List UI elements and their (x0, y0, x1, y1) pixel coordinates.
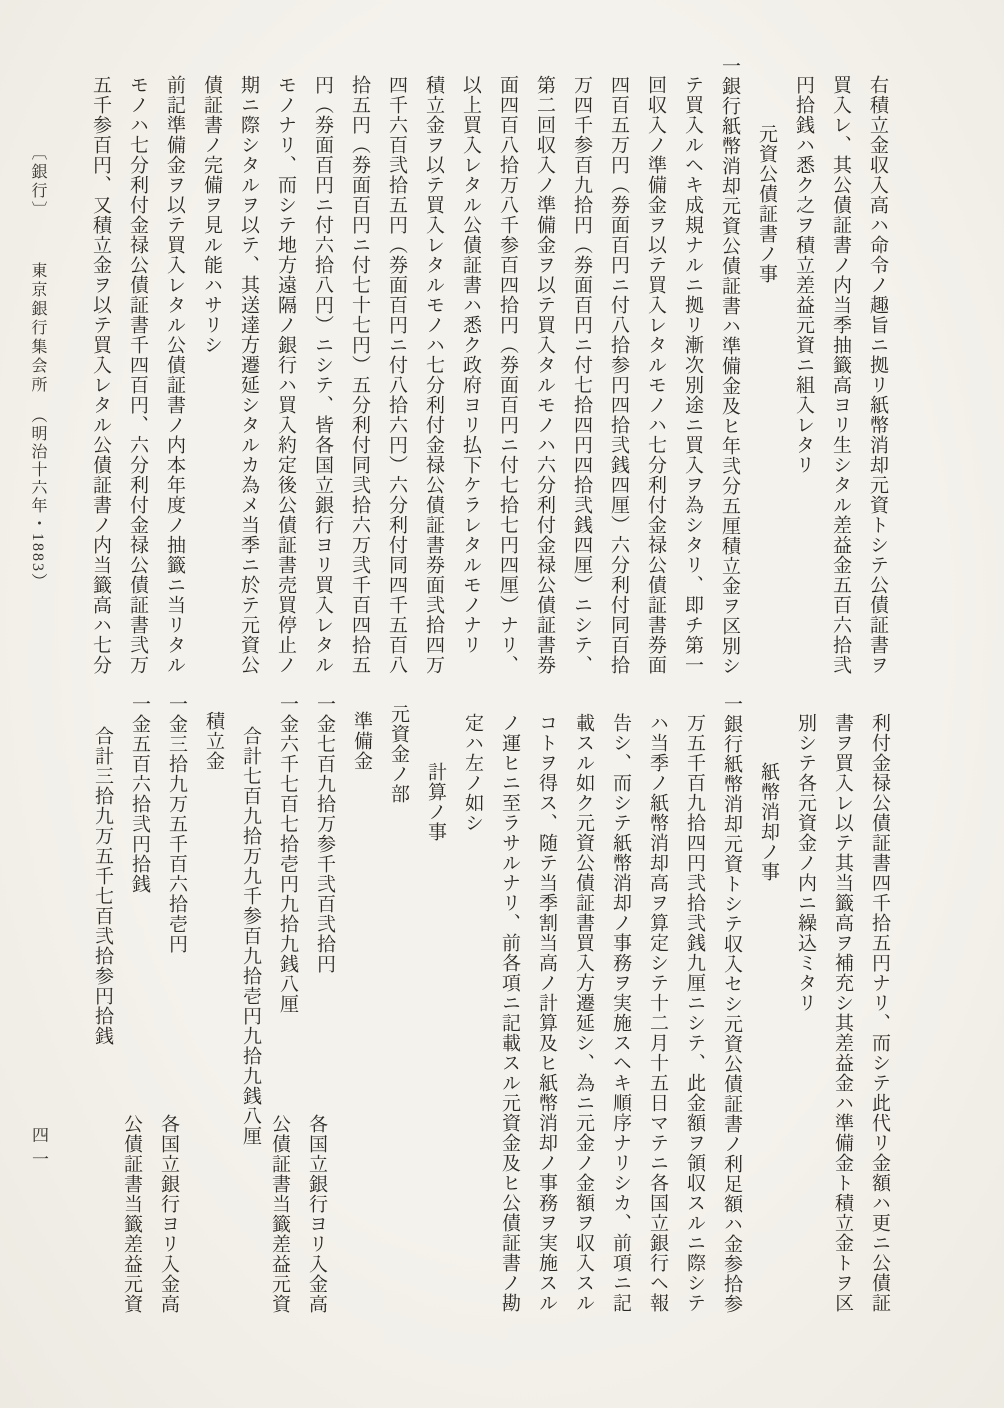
entry-amount: 一金三拾九万五千百六拾壱円 (166, 694, 187, 954)
text-column: 書ヲ買入レ以テ其当籤高ヲ補充シ其差益金ハ準備金ト積立金トヲ区 (832, 713, 853, 1313)
subsection-heading: 準備金 (351, 711, 372, 772)
section-heading: 元資公債証書ノ事 (756, 124, 777, 285)
text-column: 万五千百九拾四円弐拾弐銭九厘ニシテ、此金額ヲ領収スルニ際シテ (684, 713, 705, 1313)
text-column: 定ハ左ノ如シ (462, 713, 483, 833)
text-column: 回収入ノ準備金ヲ以テ買入レタルモノハ七分利付金禄公債証書券面 (645, 75, 666, 675)
margin-caption-source: 東京銀行集会所 (29, 262, 46, 395)
entry-account-label: 各国立銀行ヨリ入金高 (306, 1114, 327, 1314)
text-column: 四千六百弐拾五円（券面百円ニ付八拾六円）六分利付同四千五百八 (386, 75, 407, 675)
entry-amount: 一金五百六拾弐円拾銭 (129, 694, 150, 894)
entry-account-label: 公債証書当籤差益元資 (121, 1114, 142, 1314)
text-column: 万四千参百九拾円（券面百円ニ付七拾四円四拾弐銭四厘）ニシテ、 (571, 75, 592, 675)
text-column: 告シ、而シテ紙幣消却ノ事務ヲ実施スヘキ順序ナリシカ、前項ニ記 (610, 713, 631, 1313)
list-item-column: 一銀行紙幣消却元資トシテ収入セシ元資公債証書ノ利足額ハ金参拾参 (721, 694, 742, 1314)
text-column: 面四百八拾万八千参百四拾円（券面百円ニ付七拾七円四厘）ナリ、 (497, 75, 518, 675)
text-column: コトヲ得ス、随テ当季割当高ノ計算及ヒ紙幣消却ノ事務ヲ実施スル (536, 713, 557, 1313)
text-column: テ買入ルヘキ成規ナルニ拠リ漸次別途ニ買入ヲ為シタリ、即チ第一 (682, 75, 703, 675)
text-column: モノハ七分利付金禄公債証書千四百円、六分利付金禄公債証書弐万 (127, 75, 148, 675)
text-column: モノナリ、而シテ地方遠隔ノ銀行ハ買入約定後公債証書売買停止ノ (275, 75, 296, 675)
margin-caption-category: 〔銀行〕 (29, 144, 46, 220)
text-column: 円（券面百円ニ付六拾八円）ニシテ、皆各国立銀行ヨリ買入レタル (312, 75, 333, 675)
text-column: 四百五万円（券面百円ニ付八拾参円四拾弐銭四厘）六分利付同百拾 (608, 75, 629, 675)
text-column: ハ当季ノ紙幣消却高ヲ算定シテ十二月十五日マテニ各国立銀行ヘ報 (647, 713, 668, 1313)
text-column: 拾五円（券面百円ニ付七十七円）五分利付同弐拾六万弐千百四拾五 (349, 75, 370, 675)
section-heading: 計算ノ事 (425, 762, 446, 843)
text-column: 以上買入レタル公債証書ハ悉ク政府ヨリ払下ケラレタルモノナリ (460, 75, 481, 655)
total-line: 合計三拾九万五千七百弐拾参円拾銭 (92, 726, 113, 1047)
entry-account-label: 各国立銀行ヨリ入金高 (158, 1114, 179, 1314)
text-column: 積立金ヲ以テ買入レタルモノハ七分利付金禄公債証書券面弐拾四万 (423, 75, 444, 675)
ledger-entry-column (306, 694, 343, 1314)
margin-caption (26, 144, 49, 591)
text-column: 載スル如ク元資公債証書買入方遷延シ、為ニ元金ノ金額ヲ収入スル (573, 713, 594, 1313)
top-text-block (82, 56, 896, 680)
list-item-column: 一銀行紙幣消却元資公債証書ハ準備金及ヒ年弐分五厘積立金ヲ区別シ (719, 56, 740, 676)
group-heading: 元資金ノ部 (388, 703, 409, 804)
ledger-entry-column (158, 694, 195, 1314)
text-column: 右積立金収入高ハ命令ノ趣旨ニ拠リ紙幣消却元資トシテ公債証書ヲ (867, 75, 888, 675)
text-column: 買入レ、其公債証書ノ内当季抽籤高ヨリ生シタル差益金五百六拾弐 (830, 75, 851, 675)
text-column: ノ運ヒニ至ラサルナリ、前各項ニ記載スル元資金及ヒ公債証書ノ勘 (499, 713, 520, 1313)
total-line: 合計七百九拾万九千参百九拾壱円九拾九銭八厘 (240, 726, 261, 1147)
subsection-heading: 積立金 (203, 711, 224, 772)
margin-caption-year: （明治十六年・1883） (29, 407, 46, 591)
text-column: 前記準備金ヲ以テ買入レタル公債証書ノ内本年度ノ抽籤ニ当リタル (164, 75, 185, 675)
entry-amount: 一金六千七百七拾壱円九拾九銭八厘 (277, 694, 298, 1014)
text-column: 円拾銭ハ悉ク之ヲ積立差益元資ニ組入レタリ (793, 75, 814, 475)
text-column: 期ニ際シタルヲ以テ、其送達方遷延シタルカ為メ当季ニ於テ元資公 (238, 75, 259, 675)
entry-account-label: 公債証書当籤差益元資 (269, 1114, 290, 1314)
page-number: 四一 (29, 1126, 48, 1174)
section-heading: 紙幣消却ノ事 (758, 762, 779, 883)
text-column: 第二回収入ノ準備金ヲ以テ買入タルモノハ六分利付金禄公債証書券 (534, 75, 555, 675)
text-column: 債証書ノ完備ヲ見ル能ハサリシ (201, 75, 222, 355)
bottom-text-block (84, 694, 898, 1314)
text-column: 別シテ各元資金ノ内ニ繰込ミタリ (795, 713, 816, 1013)
text-column: 利付金禄公債証書四千拾五円ナリ、而シテ此代リ金額ハ更ニ公債証 (869, 713, 890, 1313)
text-column: 五千参百円、又積立金ヲ以テ買入レタル公債証書ノ内当籤高ハ七分 (90, 75, 111, 675)
entry-amount: 一金七百九拾万参千弐百弐拾円 (314, 694, 335, 974)
